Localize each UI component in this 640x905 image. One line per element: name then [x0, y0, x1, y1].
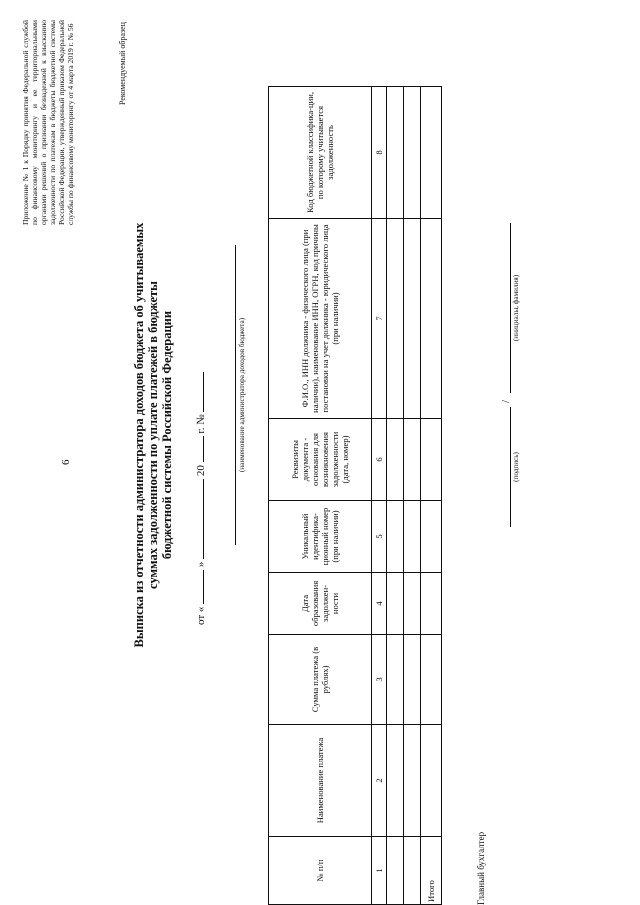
name-line[interactable] — [510, 223, 511, 393]
month-blank[interactable] — [193, 479, 204, 559]
header-cell: Код бюджетной классифика-ции, по которому учитывается задолженность — [269, 87, 372, 219]
admin-name-caption: (наименование администратора доходов бюджета) — [238, 317, 246, 473]
table-cell[interactable] — [404, 219, 421, 419]
total-cell[interactable] — [421, 573, 442, 635]
appendix-note: Приложение № 1 к Порядку принятия Федеральной службой по финансовому мониторингу и ее территориальными органами решений о признании безнадежной к взысканию задолженности по платежам в бюджеты бюджетной системы Российской Федерации, утвержденный приказом Федеральной службы по финансовому мониторингу от 4 марта 2019 г. № 56 — [21, 20, 75, 225]
page-number: 6 — [60, 459, 72, 465]
total-row — [421, 87, 442, 905]
column-number: 6 — [372, 419, 387, 501]
table-cell[interactable] — [404, 87, 421, 219]
column-number: 3 — [372, 635, 387, 725]
total-cell[interactable] — [421, 501, 442, 573]
total-cell[interactable] — [421, 419, 442, 501]
date-quote-close: » — [195, 561, 207, 568]
total-cell[interactable] — [421, 87, 442, 219]
admin-name-line[interactable] — [235, 245, 236, 545]
header-cell: Реквизиты документа - основания для возникновения задолженности (дата, номер) — [269, 419, 372, 501]
header-cell: Сумма платежа (в рублях) — [269, 635, 372, 725]
signer-position: Главный бухгалтер — [476, 831, 486, 905]
table-cell[interactable] — [387, 219, 404, 419]
table-cell[interactable] — [387, 87, 404, 219]
year-prefix: 20 — [195, 465, 207, 477]
column-number: 1 — [372, 837, 387, 905]
table-cell[interactable] — [387, 725, 404, 837]
column-number: 4 — [372, 573, 387, 635]
table-cell[interactable] — [404, 635, 421, 725]
table-cell[interactable] — [387, 419, 404, 501]
header-cell: Дата образования задолжен-ности — [269, 573, 372, 635]
table-row — [387, 87, 404, 905]
number-blank[interactable] — [193, 372, 204, 412]
header-cell: № п/п — [269, 837, 372, 905]
total-cell[interactable] — [421, 725, 442, 837]
total-label: Итого — [421, 837, 442, 905]
name-caption: (инициалы, фамилия) — [512, 274, 520, 342]
signature-line[interactable] — [510, 407, 511, 527]
title-line-3: бюджетной системы Российской Федерации — [160, 310, 174, 560]
header-cell: Уникальный идентифика-ционный номер (при наличии) — [269, 501, 372, 573]
column-number: 5 — [372, 501, 387, 573]
table-cell[interactable] — [387, 501, 404, 573]
debt-table — [268, 86, 442, 905]
signature-slash: / — [500, 399, 512, 403]
document-title — [132, 145, 174, 725]
table-cell[interactable] — [404, 837, 421, 905]
column-number: 7 — [372, 219, 387, 419]
column-number: 2 — [372, 725, 387, 837]
table-cell[interactable] — [387, 573, 404, 635]
date-prefix: от « — [195, 606, 207, 625]
table-cell[interactable] — [387, 635, 404, 725]
table-cell[interactable] — [404, 501, 421, 573]
table-cell[interactable] — [387, 837, 404, 905]
day-blank[interactable] — [193, 570, 204, 604]
total-cell[interactable] — [421, 635, 442, 725]
table-row — [404, 87, 421, 905]
header-cell: Наименование платежа — [269, 725, 372, 837]
recommended-label: Рекомендуемый образец — [118, 22, 127, 105]
title-line-1: Выписка из отчетности администратора доходов бюджета об учитываемых — [132, 222, 146, 648]
total-cell[interactable] — [421, 219, 442, 419]
table-header-row — [269, 87, 372, 905]
date-line — [193, 372, 207, 625]
title-line-2: суммах задолженности по уплате платежей в бюджеты — [146, 281, 160, 589]
table-cell[interactable] — [404, 573, 421, 635]
column-number: 8 — [372, 87, 387, 219]
table-cell[interactable] — [404, 725, 421, 837]
column-number-row — [372, 87, 387, 905]
header-cell: Ф.И.О., ИНН должника - физического лица (при наличии), наименование ИНН, ОГРН, код причины постановки на учет должника - юридического лица (при наличии) — [269, 219, 372, 419]
year-suffix: г. № — [195, 414, 207, 434]
table-cell[interactable] — [404, 419, 421, 501]
year-blank[interactable] — [193, 436, 204, 462]
signature-caption: (подпись) — [512, 452, 520, 482]
